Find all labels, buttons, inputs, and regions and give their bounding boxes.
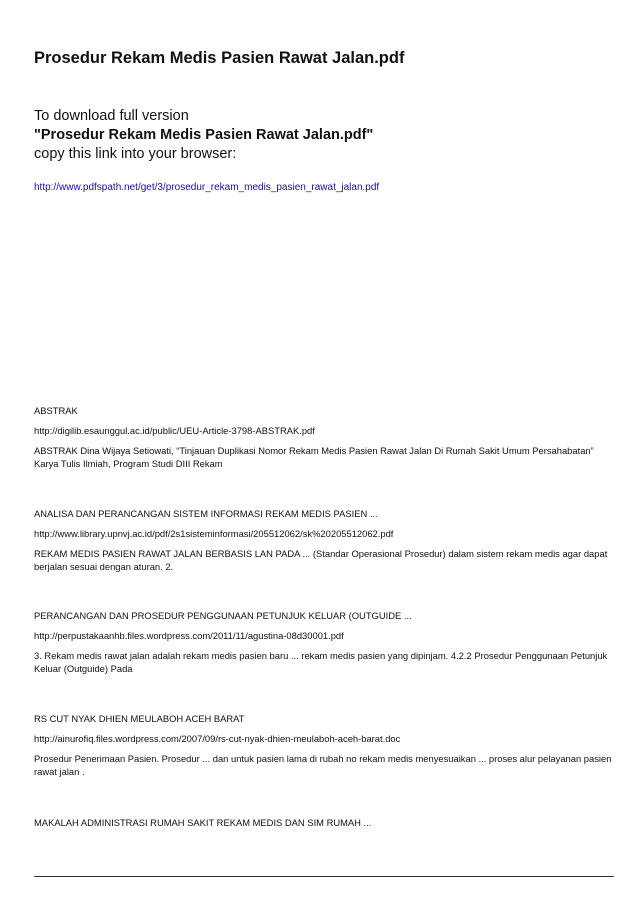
page-footer-divider [34, 876, 614, 877]
download-intro: To download full version [34, 108, 189, 124]
entry-url[interactable]: http://digilib.esaunggul.ac.id/public/UEU-Article-3798-ABSTRAK.pdf [34, 425, 315, 436]
result-entry [34, 507, 614, 573]
download-filename: "Prosedur Rekam Medis Pasien Rawat Jalan.pdf" [34, 127, 374, 143]
entry-heading: PERANCANGAN DAN PROSEDUR PENGGUNAAN PETUNJUK KELUAR (OUTGUIDE ... [34, 610, 412, 621]
entry-heading: ABSTRAK [34, 405, 78, 416]
result-entry [34, 712, 614, 778]
entry-description: Prosedur Penerimaan Pasien. Prosedur ... dan untuk pasien lama di rubah no rekam medis menyesuaikan ... proses alur pelayanan pasien rawat jalan . [34, 753, 612, 777]
document-title: Prosedur Rekam Medis Pasien Rawat Jalan.pdf [34, 49, 405, 67]
result-entry [34, 609, 614, 675]
entry-url[interactable]: http://ainurofiq.files.wordpress.com/2007/09/rs-cut-nyak-dhien-meulaboh-aceh-barat.doc [34, 733, 401, 744]
entry-heading: MAKALAH ADMINISTRASI RUMAH SAKIT REKAM MEDIS DAN SIM RUMAH ... [34, 817, 372, 828]
download-link[interactable]: http://www.pdfspath.net/get/3/prosedur_rekam_medis_pasien_rawat_jalan.pdf [34, 182, 380, 193]
entry-heading: RS CUT NYAK DHIEN MEULABOH ACEH BARAT [34, 713, 245, 724]
result-entry [34, 816, 614, 829]
entry-url[interactable]: http://perpustakaanhb.files.wordpress.com/2011/11/agustina-08d30001.pdf [34, 630, 344, 641]
entry-heading: ANALISA DAN PERANCANGAN SISTEM INFORMASI REKAM MEDIS PASIEN ... [34, 508, 378, 519]
entry-description: ABSTRAK Dina Wijaya Setiowati, “Tinjauan Duplikasi Nomor Rekam Medis Pasien Rawat Jalan Di Rumah Sakit Umum Persahabatan” Karya Tulis Ilmiah, Program Studi DIII Rekam [34, 445, 594, 469]
download-instruction: copy this link into your browser: [34, 146, 237, 162]
entry-description: REKAM MEDIS PASIEN RAWAT JALAN BERBASIS LAN PADA ... (Standar Operasional Prosedur) dalam sistem rekam medis agar dapat berjalan sesuai dengan aturan. 2. [34, 548, 608, 572]
download-notice [34, 107, 373, 164]
entry-url[interactable]: http://www.library.upnvj.ac.id/pdf/2s1sisteminformasi/205512062/sk%20205512062.pdf [34, 528, 394, 539]
result-entry [34, 404, 614, 470]
entry-description: 3. Rekam medis rawat jalan adalah rekam medis pasien baru ... rekam medis pasien yang dipinjam. 4.2.2 Prosedur Penggunaan Petunjuk Keluar (Outguide) Pada [34, 650, 608, 674]
